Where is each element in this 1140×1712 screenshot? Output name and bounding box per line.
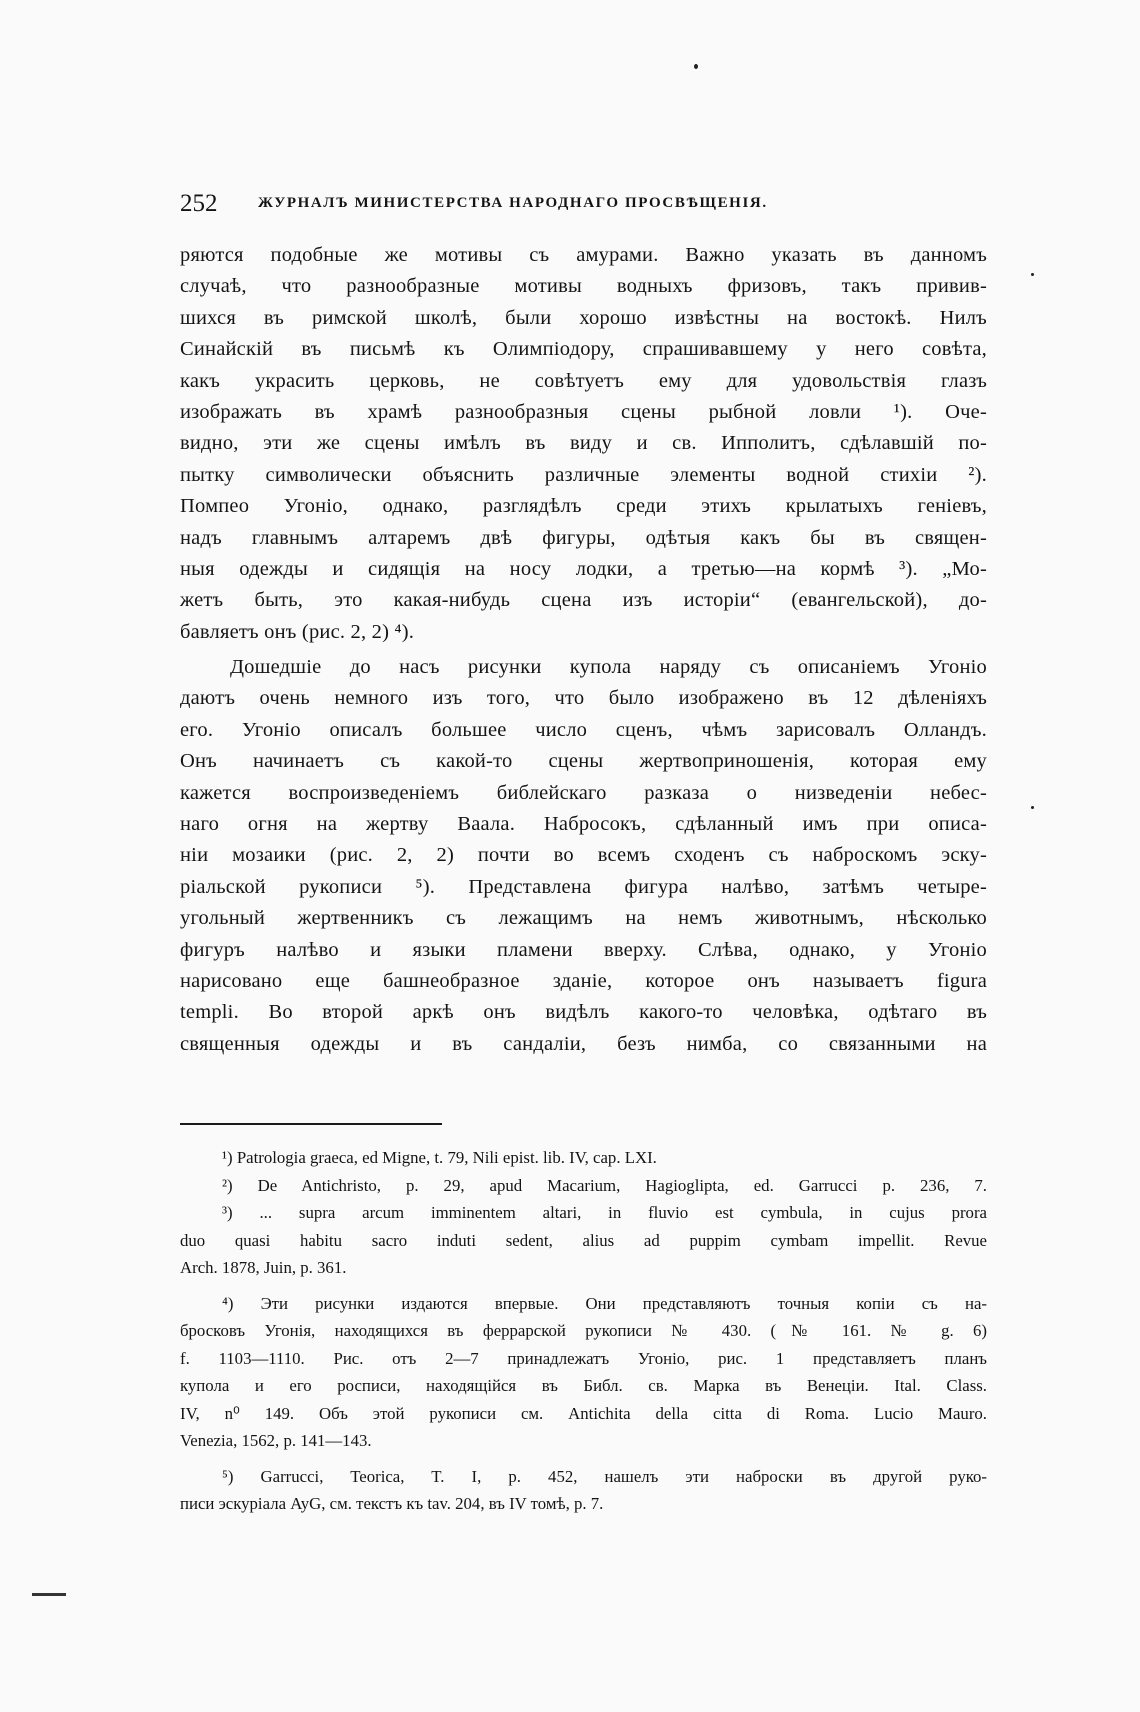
footnote-1 — [180, 1144, 987, 1172]
text-line: Дошедшіе до насъ рисунки купола наряду съ описаніемъ Угоніо — [230, 656, 987, 679]
text-line: священныя одежды и въ сандаліи, безъ нимба, со связанными на — [180, 1032, 987, 1055]
footnote-line: ³) ... supra arcum imminentem altari, in fluvio est cymbula, in cujus prora — [222, 1203, 987, 1222]
text-line: его. Угоніо описалъ большее число сценъ, чѣмъ зарисовалъ Олландъ. — [180, 718, 987, 741]
footnote-line: ¹) Patrologia graeca, ed Migne, t. 79, Nili epist. lib. IV, cap. LXI. — [222, 1148, 657, 1167]
text-line: Помпео Угоніо, однако, разглядѣлъ среди этихъ крылатыхъ геніевъ, — [180, 495, 987, 518]
text-line: пытку символически объяснить различные элементы водной стихіи ²). — [180, 463, 987, 486]
footnote-line: ²) De Antichristo, p. 29, apud Macarium, Hagioglipta, ed. Garrucci p. 236, 7. — [222, 1175, 987, 1195]
footnote-line: ⁴) Эти рисунки издаются впервые. Они представляютъ точныя копіи съ на- — [222, 1293, 987, 1313]
footnote-line: ⁵) Garrucci, Teorica, T. I, p. 452, нашелъ эти наброски въ другой руко- — [222, 1466, 987, 1486]
ink-speck — [1031, 273, 1034, 276]
page-header — [180, 190, 980, 226]
text-line: бавляетъ онъ (рис. 2, 2) ⁴). — [180, 620, 415, 643]
text-line: кажется воспроизведеніемъ библейскаго разказа о низведеніи небес- — [180, 781, 987, 804]
text-line: фигуръ налѣво и языки пламени вверху. Слѣва, однако, у Угоніо — [180, 938, 987, 961]
footnote-line: IV, n⁰ 149. Объ этой рукописи см. Antichita della citta di Roma. Lucio Mauro. — [180, 1403, 987, 1423]
footnote-4 — [180, 1290, 987, 1455]
footnote-line: писи эскуріала AyG, см. текстъ къ tav. 204, въ IV томѣ, p. 7. — [180, 1494, 604, 1513]
text-line: надъ главнымъ алтаремъ двѣ фигуры, одѣтыя какъ бы въ священ- — [180, 526, 987, 549]
text-line: видно, эти же сцены имѣлъ въ виду и св. Ипполитъ, сдѣлавшій по- — [180, 432, 987, 455]
footnote-rule — [180, 1123, 442, 1125]
text-line: какъ украсить церковь, не совѣтуетъ ему для удовольствія глазъ — [180, 369, 987, 392]
text-line: угольный жертвенникъ съ лежащимъ на немъ животнымъ, нѣсколько — [180, 907, 987, 930]
scan-mark — [32, 1593, 66, 1596]
running-head: ЖУРНАЛЪ МИНИСТЕРСТВА НАРОДНАГО ПРОСВѢЩЕНІЯ. — [258, 195, 768, 211]
footnotes — [180, 1144, 987, 1518]
text-line: жетъ быть, это какая-нибудь сцена изъ исторіи“ (евангельской), до- — [180, 589, 987, 612]
ink-speck — [694, 64, 698, 69]
text-line: templi. Во второй аркѣ онъ видѣлъ какого-то человѣка, одѣтаго въ — [180, 1001, 987, 1024]
footnote-line: Arch. 1878, Juin, p. 361. — [180, 1258, 347, 1277]
text-line: наго огня на жертву Ваала. Набросокъ, сдѣланный имъ при описа- — [180, 813, 987, 836]
footnote-3 — [180, 1199, 987, 1282]
page-number: 252 — [180, 190, 218, 217]
text-line: ріальской рукописи ⁵). Представлена фигура налѣво, затѣмъ четыре- — [180, 875, 987, 898]
text-line: нарисовано еще башнеобразное зданіе, которое онъ называетъ figura — [180, 969, 987, 992]
footnote-line: купола и его росписи, находящійся въ Библ. св. Марка въ Венеціи. Ital. Class. — [180, 1376, 987, 1395]
ink-speck — [1031, 806, 1034, 809]
footnote-5 — [180, 1463, 987, 1518]
text-line: ныя одежды и сидящія на носу лодки, а третью—на кормѣ ³). „Мо- — [180, 557, 987, 580]
text-line: случаѣ, что разнообразные мотивы водныхъ фризовъ, такъ привив- — [180, 275, 987, 298]
footnote-line: Venezia, 1562, p. 141—143. — [180, 1431, 372, 1450]
footnote-line: бросковъ Угонія, находящихся въ феррарской рукописи № 430. (№ 161. № g. 6) — [180, 1321, 987, 1340]
paragraph-1 — [180, 240, 987, 648]
text-line: Онъ начинаетъ съ какой-то сцены жертвоприношенія, которая ему — [180, 750, 987, 773]
footnote-line: duo quasi habitu sacro induti sedent, alius ad puppim cymbam impellit. Revue — [180, 1230, 987, 1250]
footnote-line: f. 1103—1110. Рис. отъ 2—7 принадлежатъ Угоніо, рис. 1 представляетъ планъ — [180, 1348, 987, 1368]
body-text — [180, 240, 987, 1060]
footnote-2 — [180, 1172, 987, 1200]
text-line: даютъ очень немного изъ того, что было изображено въ 12 дѣленіяхъ — [180, 687, 987, 710]
text-line: ряются подобные же мотивы съ амурами. Важно указать въ данномъ — [180, 244, 987, 266]
text-line: ніи мозаики (рис. 2, 2) почти во всемъ сходенъ съ наброскомъ эску- — [180, 844, 987, 867]
text-line: Синайскій въ письмѣ къ Олимпіодору, спрашивавшему у него совѣта, — [180, 338, 987, 361]
paragraph-2 — [180, 652, 987, 1060]
text-line: изображать въ храмѣ разнообразныя сцены рыбной ловли ¹). Оче- — [180, 400, 987, 423]
text-line: шихся въ римской школѣ, были хорошо извѣстны на востокѣ. Нилъ — [180, 306, 987, 329]
